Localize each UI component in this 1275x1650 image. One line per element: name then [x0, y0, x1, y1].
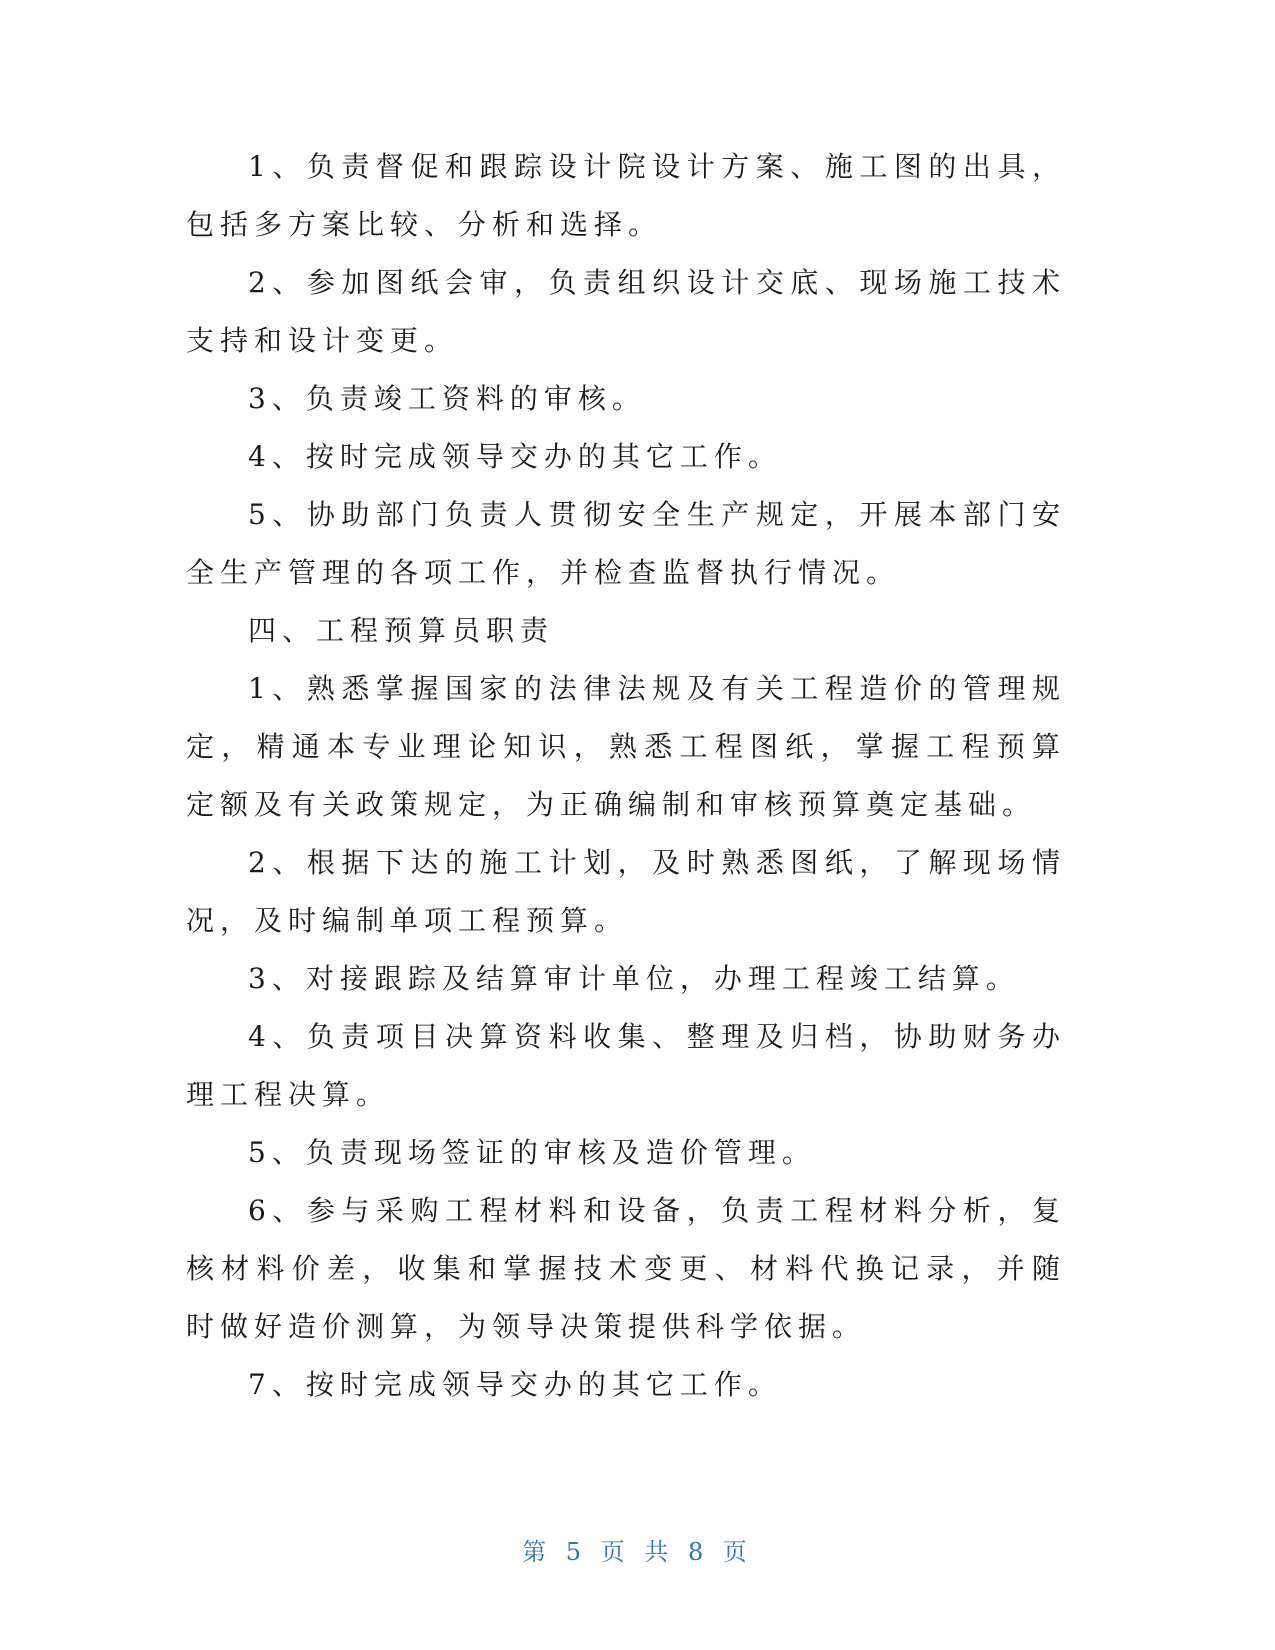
paragraph-design-item-2: 2、参加图纸会审，负责组织设计交底、现场施工技术支持和设计变更。	[186, 266, 1066, 357]
paragraph-design-item-5: 5、协助部门负责人贯彻安全生产规定，开展本部门安全生产管理的各项工作，并检查监督执行情况。	[186, 498, 1066, 589]
paragraph-design-item-1: 1、负责督促和跟踪设计院设计方案、施工图的出具，包括多方案比较、分析和选择。	[186, 150, 1066, 241]
paragraph-design-item-4: 4、按时完成领导交办的其它工作。	[248, 440, 782, 473]
paragraph-budget-item-6: 6、参与采购工程材料和设备，负责工程材料分析，复核材料价差，收集和掌握技术变更、材料代换记录，并随时做好造价测算，为领导决策提供科学依据。	[186, 1194, 1066, 1343]
paragraph-budget-item-3: 3、对接跟踪及结算审计单位，办理工程竣工结算。	[248, 962, 1020, 995]
paragraph-budget-item-5: 5、负责现场签证的审核及造价管理。	[248, 1136, 816, 1169]
paragraph-budget-item-2: 2、根据下达的施工计划，及时熟悉图纸，了解现场情况，及时编制单项工程预算。	[186, 846, 1066, 937]
paragraph-budget-item-1: 1、熟悉掌握国家的法律法规及有关工程造价的管理规定，精通本专业理论知识，熟悉工程图纸，掌握工程预算定额及有关政策规定，为正确编制和审核预算奠定基础。	[186, 672, 1066, 821]
paragraph-budget-item-4: 4、负责项目决算资料收集、整理及归档，协助财务办理工程决算。	[186, 1020, 1066, 1111]
document-body	[186, 138, 1066, 1414]
page-number-footer: 第 5 页 共 8 页	[522, 1538, 753, 1566]
paragraph-design-item-3: 3、负责竣工资料的审核。	[248, 382, 646, 415]
paragraph-budget-item-7: 7、按时完成领导交办的其它工作。	[248, 1368, 782, 1401]
section-heading-budget-duties: 四、工程预算员职责	[248, 614, 555, 647]
